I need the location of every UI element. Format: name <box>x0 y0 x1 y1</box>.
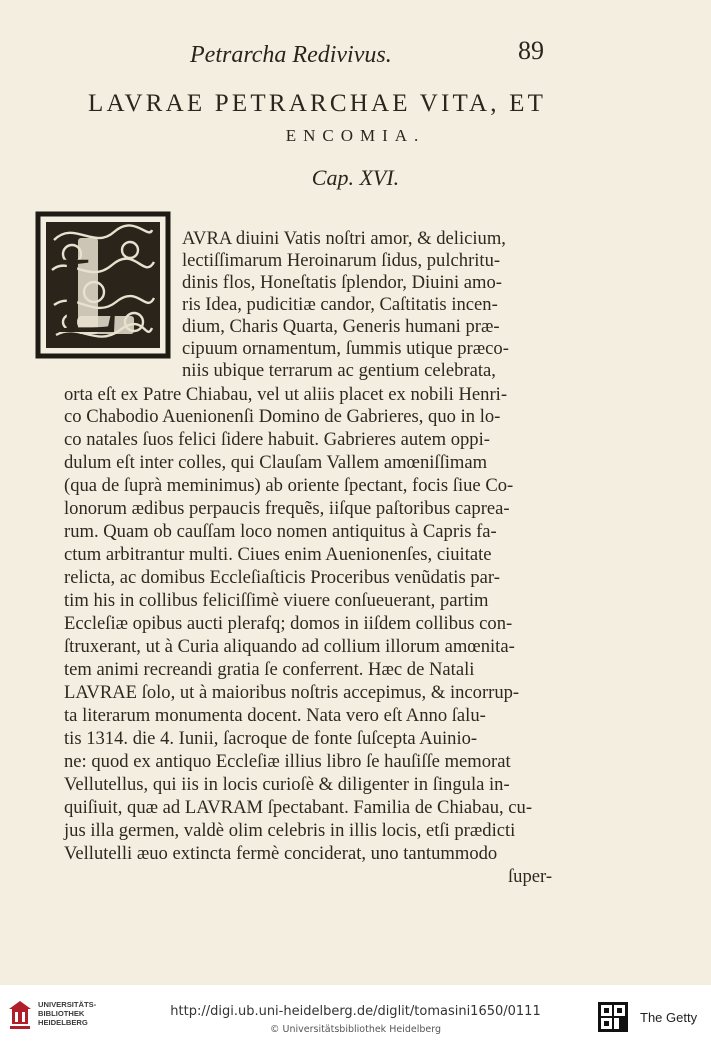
text-line: tis 1314. die 4. Iunii, ſacroque de fonte ſuſcepta Auinio- <box>64 728 478 749</box>
text-line: niis ubique terrarum ac gentium celebrata, <box>182 360 496 381</box>
text-line: dinis flos, Honeſtatis ſplendor, Diuini amo- <box>182 272 502 293</box>
title-line-1: LAVRAE PETRARCHAE VITA, ET <box>88 90 547 117</box>
text-line: ris Idea, pudicitiæ candor, Caſtitatis incen- <box>182 294 498 315</box>
page-url-link[interactable]: http://digi.ub.uni-heidelberg.de/diglit/tomasini1650/0111 <box>170 1004 541 1019</box>
text-line: cipuum ornamentum, ſummis utique præco- <box>182 338 509 359</box>
title-line-2: ENCOMIA. <box>285 126 426 145</box>
text-line: dulum eſt inter colles, qui Clauſam Vallem amœniſſimam <box>64 452 488 473</box>
text-line: lonorum ædibus perpaucis frequẽs, iiſque paſtoribus caprea- <box>64 498 510 519</box>
page-number: 89 <box>518 36 544 65</box>
text-line: tim his in collibus feliciſſimè viuere conſueuerant, partim <box>64 590 489 611</box>
text-line: ta literarum monumenta docent. Nata vero eſt Anno ſalu- <box>64 705 486 726</box>
running-title: Petrarcha Redivivus. <box>190 42 392 68</box>
text-line: AVRA diuini Vatis noſtri amor, & delicium, <box>182 228 506 249</box>
catchword: ſuper- <box>508 866 553 887</box>
text-line: ne: quod ex antiquo Eccleſiæ illius libro ſe hauſiſſe memorat <box>64 751 511 772</box>
university-name: UNIVERSITÄTS-BIBLIOTHEK HEIDELBERG <box>38 1000 97 1027</box>
initial-letter: L <box>54 234 122 356</box>
copyright-notice: © Universitätsbibliothek Heidelberg <box>269 1024 441 1035</box>
getty-partner-name: The Getty <box>640 1010 698 1025</box>
text-line: co Chabodio Auenionenſi Domino de Gabrieres, quo in lo- <box>64 406 501 427</box>
text-line: Vellutellus, qui iis in locis curioſè & diligenter in ſingula in- <box>64 774 510 795</box>
getty-logo-icon <box>598 1002 628 1032</box>
text-line: relicta, ac domibus Eccleſiaſticis Proceribus venũdatis par- <box>64 567 500 588</box>
text-line: orta eſt ex Patre Chiabau, vel ut aliis placet ex nobili Henri- <box>64 384 508 405</box>
text-line: ctum arbitrantur multi. Ciues enim Auenionenſes, ciuitate <box>64 544 492 565</box>
chapter-heading: Cap. XVI. <box>311 165 400 190</box>
text-line: tem animi recreandi gratia ſe conferrent. Hæc de Natali <box>64 659 475 680</box>
text-line: co natales ſuos felici ſidere habuit. Gabrieres autem oppi- <box>64 429 490 450</box>
text-line: lectiſſimarum Heroinarum ſidus, pulchritu- <box>182 250 501 271</box>
text-line: ſtruxerant, ut à Curia aliquando ad collium illorum amœnita- <box>64 636 515 657</box>
text-line: rum. Quam ob cauſſam loco nomen antiquitus à Capris fa- <box>64 521 497 542</box>
text-line: quiſiuit, quæ ad LAVRAM ſpectabant. Familia de Chiabau, cu- <box>64 797 533 818</box>
text-line: dium, Charis Quarta, Generis humani præ- <box>182 316 500 337</box>
text-line: Eccleſiæ opibus aucti plerafq; domos in iiſdem collibus con- <box>64 613 513 634</box>
text-line: jus illa germen, valdè olim celebris in illis locis, etſi prædicti <box>64 820 516 841</box>
text-line: (qua de ſuprà meminimus) ab oriente ſpectant, focis ſiue Co- <box>64 475 514 496</box>
text-line: LAVRAE ſolo, ut à maioribus noſtris accepimus, & incorrup- <box>64 682 520 703</box>
text-line: Vellutelli æuo extincta fermè conciderat, uno tantummodo <box>64 843 498 864</box>
